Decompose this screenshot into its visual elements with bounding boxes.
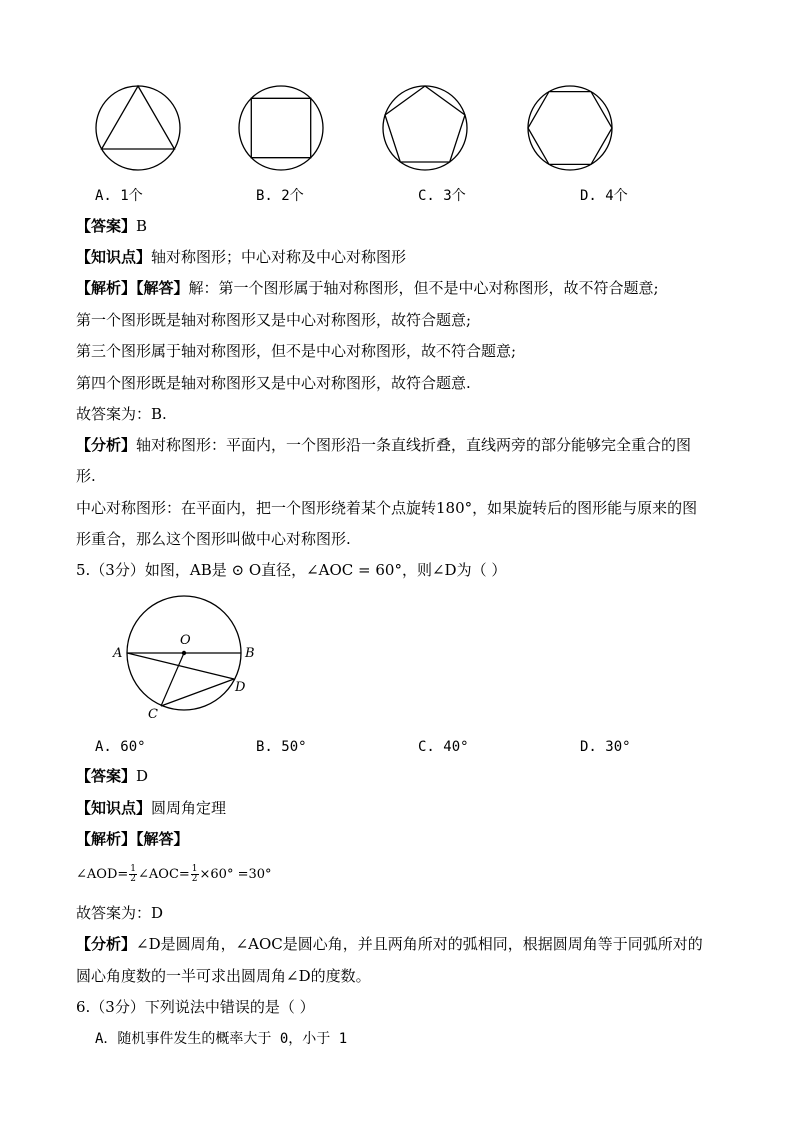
q5-radius-oc bbox=[161, 653, 184, 706]
q4-figures bbox=[90, 78, 620, 178]
q5-analysis-tag: 【解析】【解答】 bbox=[76, 830, 189, 848]
q4-fenxi-line-3: 中心对称图形：在平面内，把一个图形绕着某个点旋转180°，如果旋转后的图形能与原来的图 bbox=[76, 499, 698, 517]
q5-conclusion: 故答案为：D bbox=[76, 904, 164, 922]
q5-label-a: A bbox=[113, 646, 123, 661]
q4-analysis-line-2: 第一个图形既是轴对称图形又是中心对称图形，故符合题意; bbox=[76, 311, 472, 329]
q5-chord-ad bbox=[127, 653, 234, 679]
q5-center-dot bbox=[182, 651, 186, 655]
figure-pentagon-in-circle bbox=[383, 86, 467, 170]
q4-option-c: C. 3个 bbox=[418, 188, 466, 204]
q4-analysis-line-1: 【解析】【解答】解：第一个图形属于轴对称图形，但不是中心对称图形，故不符合题意; bbox=[76, 279, 659, 297]
q5-label-b: B bbox=[245, 646, 255, 661]
q5-figure bbox=[108, 592, 268, 722]
figure-hexagon-in-circle bbox=[528, 86, 612, 170]
q5-fenxi-line-2: 圆心角度数的一半可求出圆周角∠D的度数。 bbox=[76, 967, 371, 985]
q6-option-a: A．随机事件发生的概率大于 0，小于 1 bbox=[95, 1031, 348, 1047]
q5-chord-cd bbox=[161, 679, 234, 706]
q5-formula: ∠AOD= $\frac{1}{2}$ ∠AOC= $\frac{1}{2}$ ×60° =30° bbox=[76, 864, 272, 884]
figure-square-in-circle bbox=[239, 86, 323, 170]
q5-answer: 【答案】D bbox=[76, 767, 149, 785]
q4-fenxi-line-2: 形. bbox=[76, 467, 96, 485]
q4-answer: 【答案】B bbox=[76, 217, 148, 235]
q4-option-b: B. 2个 bbox=[256, 188, 304, 204]
q5-label-d: D bbox=[235, 680, 246, 695]
figure-triangle-in-circle bbox=[96, 86, 180, 170]
q4-option-d: D. 4个 bbox=[580, 188, 628, 204]
q4-analysis-line-4: 第四个图形既是轴对称图形又是中心对称图形，故符合题意. bbox=[76, 374, 471, 392]
q4-fenxi-line-1: 【分析】轴对称图形：平面内，一个图形沿一条直线折叠，直线两旁的部分能够完全重合的图 bbox=[76, 436, 692, 454]
fraction-one-half: $\frac{1}{2}$ bbox=[130, 864, 136, 884]
q5-stem: 5.（3分）如图，AB是 ⊙ O直径，∠AOC = 60°，则∠D为（ ） bbox=[76, 561, 507, 579]
q4-fenxi-line-4: 形重合，那么这个图形叫做中心对称图形. bbox=[76, 530, 351, 548]
q4-knowledge: 【知识点】轴对称图形；中心对称及中心对称图形 bbox=[76, 248, 407, 266]
q6-stem: 6.（3分）下列说法中错误的是（ ） bbox=[76, 998, 315, 1016]
q5-option-b: B. 50° bbox=[256, 739, 307, 755]
q5-option-d: D. 30° bbox=[580, 739, 631, 755]
q5-fenxi-line-1: 【分析】∠D是圆周角，∠AOC是圆心角，并且两角所对的弧相同，根据圆周角等于同弧所对的 bbox=[76, 935, 703, 953]
q4-conclusion: 故答案为：B. bbox=[76, 405, 167, 423]
q5-knowledge: 【知识点】圆周角定理 bbox=[76, 799, 227, 817]
q4-option-a: A. 1个 bbox=[95, 188, 143, 204]
q5-label-c: C bbox=[148, 707, 158, 722]
q5-label-o: O bbox=[180, 633, 191, 648]
q4-analysis-line-3: 第三个图形属于轴对称图形，但不是中心对称图形，故不符合题意; bbox=[76, 342, 517, 360]
fraction-one-half: $\frac{1}{2}$ bbox=[191, 864, 198, 884]
q5-option-a: A. 60° bbox=[95, 739, 146, 755]
q5-option-c: C. 40° bbox=[418, 739, 469, 755]
